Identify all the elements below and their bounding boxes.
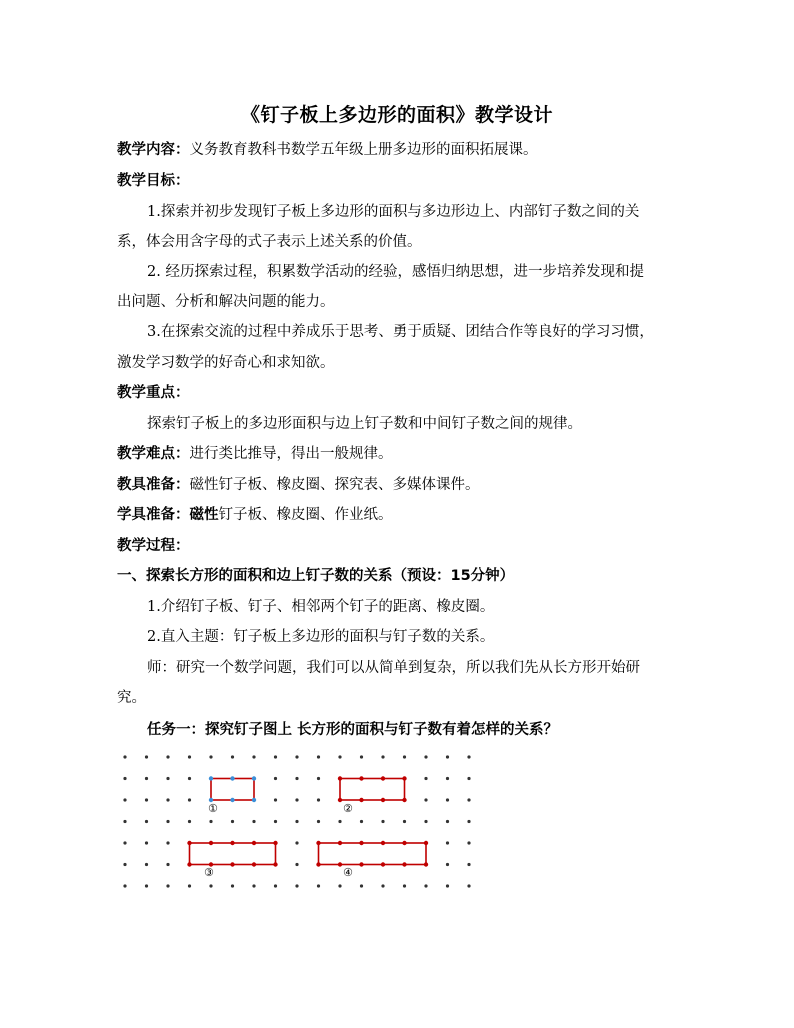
goal-3-line-1: 3.在探索交流的过程中养成乐于思考、勇于质疑、团结合作等良好的学习习惯， (147, 324, 654, 340)
rectangle-outline (319, 843, 427, 865)
grid-nail (467, 863, 470, 866)
grid-nail (145, 841, 148, 844)
task-one: 任务一：探究钉子图上 长方形的面积与钉子数有着怎样的关系？ (147, 722, 559, 738)
edge-nail (338, 841, 342, 845)
key-label: 教学重点： (117, 385, 190, 401)
grid-nail (295, 841, 298, 844)
edge-nail (359, 776, 363, 780)
grid-nail (274, 820, 277, 823)
grid-nail (123, 820, 126, 823)
goal-1-line-2: 系，体会用含字母的式子表示上述关系的价值。 (117, 234, 422, 250)
grid-nail (166, 841, 169, 844)
grid-nails (123, 755, 480, 887)
teacher-line-2: 究。 (117, 690, 146, 706)
edge-nail (252, 862, 256, 866)
grid-nail (446, 777, 449, 780)
grid-nail (403, 755, 406, 758)
grid-nail (166, 777, 169, 780)
edge-nail (252, 841, 256, 845)
grid-nail (295, 755, 298, 758)
grid-nail (188, 820, 191, 823)
document-title: 《钉子板上多边形的面积》教学设计 (240, 104, 553, 126)
grid-nail (424, 820, 427, 823)
grid-nail (403, 820, 406, 823)
grid-nail (467, 777, 470, 780)
edge-nail (381, 776, 385, 780)
edge-nail (316, 841, 320, 845)
edge-nail (273, 862, 277, 866)
grid-nail (467, 841, 470, 844)
edge-nail (402, 798, 406, 802)
edge-nail (424, 841, 428, 845)
difficulty-label: 教学难点： (117, 446, 190, 462)
grid-nail (145, 755, 148, 758)
edge-nail (187, 841, 191, 845)
difficulty-row (117, 444, 677, 464)
grid-nail (209, 820, 212, 823)
edge-nail (424, 862, 428, 866)
grid-nail (338, 884, 341, 887)
grid-nail (145, 798, 148, 801)
edge-nail (381, 841, 385, 845)
grid-nail (123, 863, 126, 866)
grid-nail (145, 863, 148, 866)
grid-nail (360, 884, 363, 887)
grid-nail (338, 755, 341, 758)
grid-nail (467, 755, 470, 758)
edge-nail (338, 862, 342, 866)
grid-nail (295, 777, 298, 780)
edge-nail (187, 862, 191, 866)
goal-2-line-2: 出问题、分析和解决问题的能力。 (117, 294, 335, 310)
student-tools-label: 学具准备： (117, 507, 190, 523)
label-rect-1: ① (208, 802, 218, 815)
grid-nail (274, 755, 277, 758)
grid-nail (317, 755, 320, 758)
edge-nail (381, 798, 385, 802)
goal-1-line-1: 1.探索并初步发现钉子板上多边形的面积与多边形边上、内部钉子数之间的关 (147, 204, 640, 220)
label-rect-2: ② (343, 802, 353, 815)
grid-nail (446, 755, 449, 758)
grid-nail (295, 798, 298, 801)
grid-nail (123, 777, 126, 780)
teacher-tools-text: 磁性钉子板、橡皮圈、探究表、多媒体课件。 (189, 477, 480, 493)
grid-nail (123, 841, 126, 844)
grid-nail (467, 884, 470, 887)
grid-nail (231, 820, 234, 823)
process-label: 教学过程： (117, 538, 190, 554)
grid-nail (252, 755, 255, 758)
rectangle-outline (211, 779, 254, 801)
grid-nail (467, 798, 470, 801)
rectangle-3 (187, 841, 277, 867)
grid-nail (231, 884, 234, 887)
grid-nail (209, 884, 212, 887)
edge-nail (359, 841, 363, 845)
grid-nail (338, 820, 341, 823)
grid-nail (252, 884, 255, 887)
nail-board-figure (110, 745, 480, 895)
edge-nail (252, 798, 256, 802)
grid-nail (446, 884, 449, 887)
rectangle-outline (340, 779, 405, 801)
goal-3-line-2: 激发学习数学的好奇心和求知欲。 (117, 355, 335, 371)
content-text: 义务教育教科书数学五年级上册多边形的面积拓展课。 (189, 142, 538, 158)
edge-nail (402, 862, 406, 866)
goals-label: 教学目标： (117, 173, 190, 189)
edge-nail (338, 776, 342, 780)
grid-nail (166, 798, 169, 801)
teacher-line-1: 师：研究一个数学问题，我们可以从简单到复杂，所以我们先从长方形开始研 (147, 660, 640, 676)
grid-nail (424, 777, 427, 780)
grid-nail (166, 755, 169, 758)
edge-nail (209, 776, 213, 780)
grid-nail (446, 841, 449, 844)
grid-nail (188, 798, 191, 801)
content-row (117, 140, 677, 160)
edge-nail (230, 841, 234, 845)
grid-nail (424, 755, 427, 758)
grid-nail (317, 798, 320, 801)
grid-nail (252, 820, 255, 823)
grid-nail (145, 777, 148, 780)
grid-nail (166, 884, 169, 887)
grid-nail (381, 884, 384, 887)
section-1-item-1: 1.介绍钉子板、钉子、相邻两个钉子的距离、橡皮圈。 (147, 599, 495, 615)
edge-nail (359, 862, 363, 866)
goal-2-line-1: 2. 经历探索过程，积累数学活动的经验，感悟归纳思想，进一步培养发现和提 (147, 264, 644, 280)
section-1-item-2: 2.直入主题：钉子板上多边形的面积与钉子数的关系。 (147, 629, 495, 645)
grid-nail (446, 820, 449, 823)
grid-nail (145, 820, 148, 823)
grid-nail (295, 863, 298, 866)
grid-nail (274, 884, 277, 887)
edge-nail (252, 776, 256, 780)
edge-nail (316, 862, 320, 866)
rectangle-outline (190, 843, 276, 865)
grid-nail (317, 820, 320, 823)
edge-nail (230, 776, 234, 780)
grid-nail (188, 755, 191, 758)
rectangle-labels (204, 802, 353, 879)
key-text: 探索钉子板上的多边形面积与边上钉子数和中间钉子数之间的规律。 (147, 416, 582, 432)
grid-nail (123, 884, 126, 887)
grid-nail (188, 777, 191, 780)
content-label: 教学内容： (117, 142, 190, 158)
teacher-tools-row (117, 475, 677, 495)
student-tools-row (117, 505, 677, 525)
grid-nail (446, 863, 449, 866)
grid-nail (424, 798, 427, 801)
grid-nail (446, 798, 449, 801)
grid-nail (231, 755, 234, 758)
grid-nail (467, 820, 470, 823)
rectangles (187, 776, 428, 866)
rectangle-2 (338, 776, 407, 802)
grid-nail (381, 820, 384, 823)
grid-nail (360, 820, 363, 823)
grid-nail (403, 884, 406, 887)
edge-nail (273, 841, 277, 845)
grid-nail (188, 884, 191, 887)
label-rect-4: ④ (343, 866, 353, 879)
edge-nail (402, 841, 406, 845)
grid-nail (317, 777, 320, 780)
rectangle-4 (316, 841, 428, 867)
student-tools-bold: 磁性 (189, 507, 219, 523)
grid-nail (424, 884, 427, 887)
edge-nail (209, 841, 213, 845)
label-rect-3: ③ (204, 866, 214, 879)
grid-nail (123, 755, 126, 758)
grid-nail (166, 863, 169, 866)
grid-nail (274, 777, 277, 780)
edge-nail (359, 798, 363, 802)
section-1-heading: 一、探索长方形的面积和边上钉子数的关系（预设：15分钟） (117, 568, 515, 584)
grid-nail (209, 755, 212, 758)
grid-nail (381, 755, 384, 758)
difficulty-text: 进行类比推导，得出一般规律。 (189, 446, 393, 462)
grid-nail (123, 798, 126, 801)
teacher-tools-label: 教具准备： (117, 477, 190, 493)
grid-nail (166, 820, 169, 823)
edge-nail (230, 862, 234, 866)
edge-nail (230, 798, 234, 802)
edge-nail (338, 798, 342, 802)
grid-nail (274, 798, 277, 801)
student-tools-text: 钉子板、橡皮圈、作业纸。 (218, 507, 393, 523)
grid-nail (295, 820, 298, 823)
grid-nail (145, 884, 148, 887)
rectangle-1 (209, 776, 256, 802)
edge-nail (381, 862, 385, 866)
grid-nail (295, 884, 298, 887)
edge-nail (402, 776, 406, 780)
grid-nail (317, 884, 320, 887)
grid-nail (360, 755, 363, 758)
